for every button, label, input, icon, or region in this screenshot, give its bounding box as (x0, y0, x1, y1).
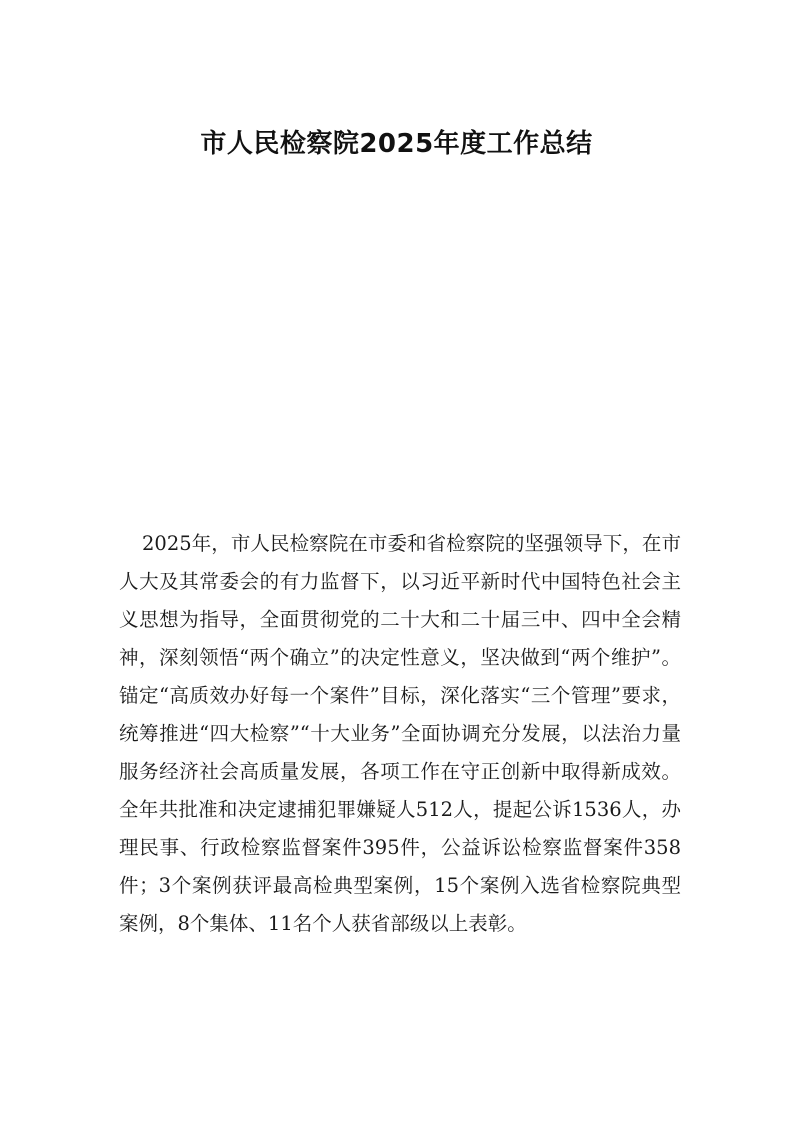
body-paragraph: 2025年，市人民检察院在市委和省检察院的坚强领导下，在市人大及其常委会的有力监督下，以习近平新时代中国特色社会主义思想为指导，全面贯彻党的二十大和二十届三中、四中全会精神，深刻领悟“两个确立”的决定性意义，坚决做到“两个维护”。锚定“高质效办好每一个案件”目标，深化落实“三个管理”要求，统筹推进“四大检察”“十大业务”全面协调充分发展，以法治力量服务经济社会高质量发展，各项工作在守正创新中取得新成效。全年共批准和决定逮捕犯罪嫌疑人512人，提起公诉1536人，办理民事、行政检察监督案件395件，公益诉讼检察监督案件358件；3个案例获评最高检典型案例，15个案例入选省检察院典型案例，8个集体、11名个人获省部级以上表彰。 (119, 532, 681, 935)
document-title: 市人民检察院2025年度工作总结 (200, 129, 593, 159)
